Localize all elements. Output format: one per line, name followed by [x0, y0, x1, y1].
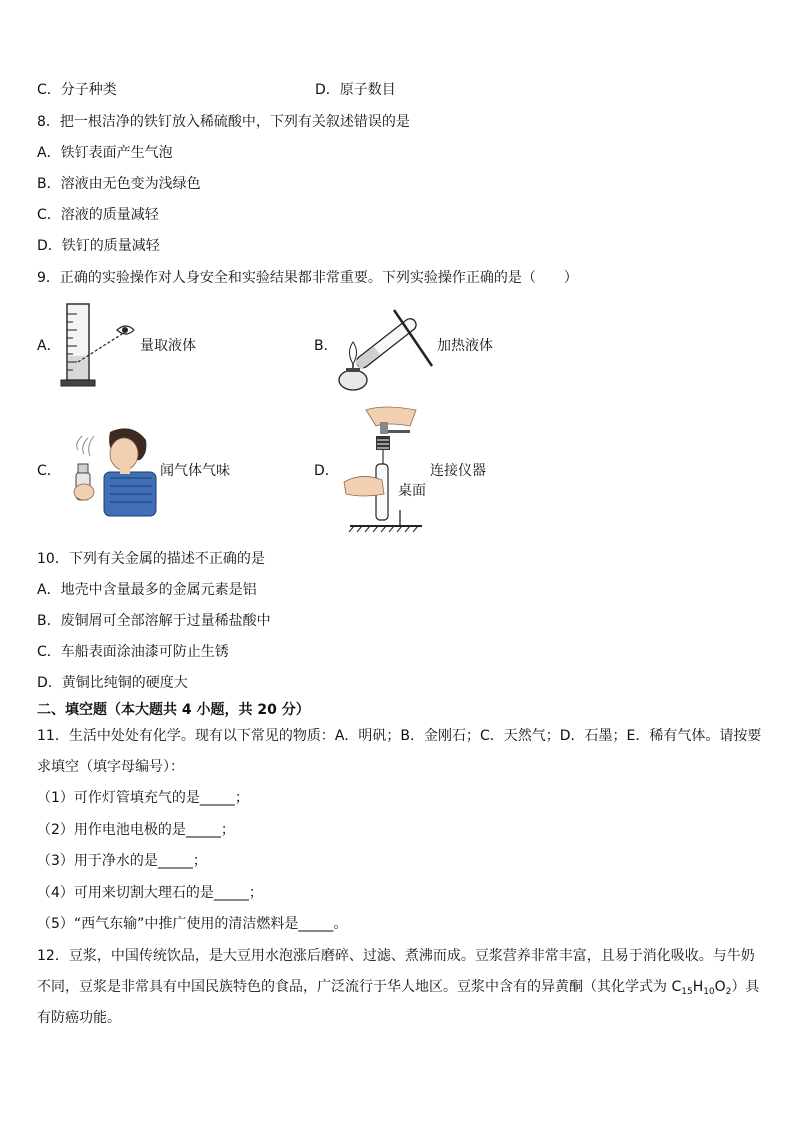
q9-option-a-caption: 量取液体 [140, 338, 196, 354]
formula-h: H [692, 979, 704, 995]
q9-option-b-letter: B． [314, 338, 338, 354]
q10-option-d: D．黄铜比纯铜的硬度大 [37, 675, 188, 691]
q9-option-d-letter: D． [314, 463, 339, 479]
q11-item-5: （5）“西气东输”中推广使用的清洁燃料是_____。 [37, 916, 348, 932]
q11-stem-line2: 求填空（填字母编号）： [37, 759, 184, 775]
q10-option-c: C．车船表面涂油漆可防止生锈 [37, 644, 229, 660]
q11-stem-line1: 11．生活中处处有化学。现有以下常见的物质：A．明矾；B．金刚石；C．天然气；D．石墨；E．稀有气体。请按要 [37, 728, 762, 744]
alcohol-lamp-test-tube-icon [336, 300, 436, 396]
q7-option-d: D．原子数目 [315, 82, 396, 98]
connecting-apparatus-icon [336, 402, 426, 534]
formula-subscript-o: 2 [725, 987, 732, 997]
q11-item-3: （3）用于净水的是_____； [37, 853, 207, 869]
section-heading: 二、填空题（本大题共 4 小题，共 20 分） [37, 702, 310, 718]
formula-subscript-c: 15 [681, 987, 693, 997]
graduated-cylinder-icon [60, 300, 140, 392]
q8-option-c: C．溶液的质量减轻 [37, 207, 159, 223]
q9-option-d-caption: 连接仪器 [430, 463, 486, 479]
q12-line1: 12．豆浆，中国传统饮品，是大豆用水泡涨后磨碎、过滤、煮沸而成。豆浆营养非常丰富，且易于消化吸收。与牛奶 [37, 948, 755, 964]
q9-option-c-caption: 闻气体气味 [160, 463, 230, 479]
q8-stem: 8．把一根洁净的铁钉放入稀硫酸中，下列有关叙述错误的是 [37, 114, 410, 130]
formula-subscript-h: 10 [703, 987, 715, 997]
q9-option-d-desk-label: 桌面 [398, 483, 426, 499]
q8-option-b: B．溶液由无色变为浅绿色 [37, 176, 201, 192]
q12-line3: 有防癌功能。 [37, 1010, 121, 1026]
q11-item-4: （4）可用来切割大理石的是_____； [37, 885, 263, 901]
q12-line2 [37, 977, 759, 1002]
q9-option-c-letter: C． [37, 463, 61, 479]
q9-option-a-letter: A． [37, 338, 61, 354]
q8-option-a: A．铁钉表面产生气泡 [37, 145, 173, 161]
q8-option-d: D．铁钉的质量减轻 [37, 238, 160, 254]
q9-stem: 9．正确的实验操作对人身安全和实验结果都非常重要。下列实验操作正确的是（ ） [37, 270, 578, 286]
q10-stem: 10．下列有关金属的描述不正确的是 [37, 551, 265, 567]
q11-item-2: （2）用作电池电极的是_____； [37, 822, 235, 838]
q9-option-b-caption: 加热液体 [437, 338, 493, 354]
q11-item-1: （1）可作灯管填充气的是_____； [37, 790, 249, 806]
q12-line2-tail: ）具 [731, 979, 760, 995]
smelling-gas-person-icon [60, 420, 160, 520]
q12-line2-text: 不同，豆浆是非常具有中国民族特色的食品，广泛流行于华人地区。豆浆中含有的异黄酮（其化学式为 C [37, 979, 682, 995]
formula-o: O [714, 979, 726, 995]
q7-option-c: C．分子种类 [37, 82, 117, 98]
q10-option-a: A．地壳中含量最多的金属元素是铝 [37, 582, 257, 598]
q10-option-b: B．废铜屑可全部溶解于过量稀盐酸中 [37, 613, 271, 629]
